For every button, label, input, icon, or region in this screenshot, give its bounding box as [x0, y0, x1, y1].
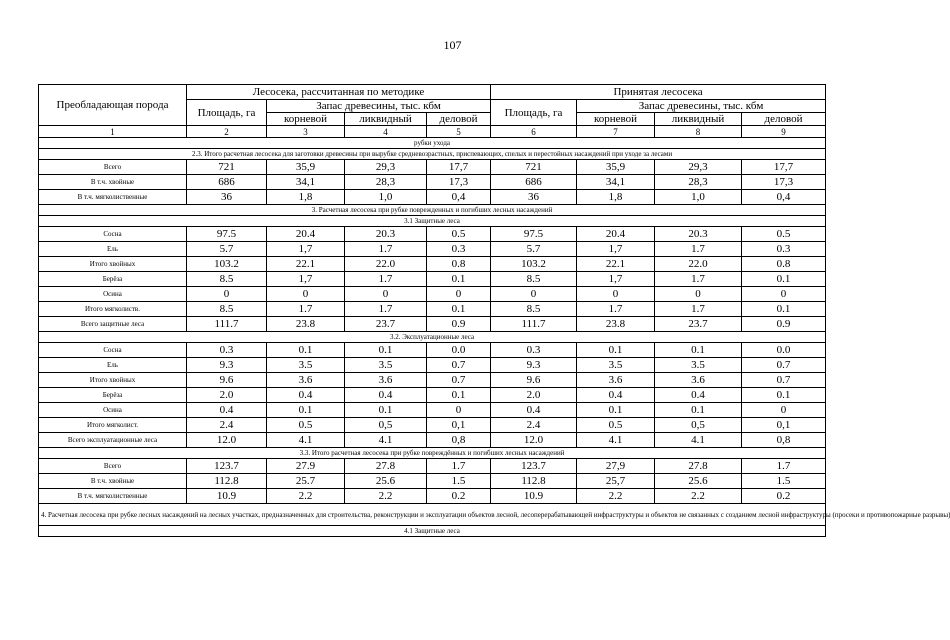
value-cell: 3.6	[655, 373, 742, 388]
business-header-accepted: деловой	[742, 113, 826, 126]
value-cell: 97.5	[491, 227, 577, 242]
table-row	[39, 160, 826, 175]
value-cell: 0.4	[577, 388, 655, 403]
value-cell: 2.2	[655, 489, 742, 504]
page-number: 107	[443, 38, 462, 52]
value-cell: 111.7	[187, 317, 267, 332]
value-cell: 3.5	[345, 358, 427, 373]
root-header-method: корневой	[267, 113, 345, 126]
value-cell: 0.1	[742, 388, 826, 403]
value-cell: 0.1	[427, 388, 491, 403]
value-cell: 8.5	[491, 302, 577, 317]
table-row	[39, 418, 826, 433]
section-title: 3.3. Итого расчетная лесосека при рубке повреждённых и погибших лесных насаждений	[39, 448, 826, 459]
section-header-row	[39, 526, 826, 537]
value-cell: 0,4	[742, 190, 826, 205]
value-cell: 0.1	[267, 343, 345, 358]
value-cell: 2.2	[345, 489, 427, 504]
value-cell: 0.9	[742, 317, 826, 332]
value-cell: 3.5	[267, 358, 345, 373]
value-cell: 0	[345, 287, 427, 302]
column-number: 5	[427, 126, 491, 138]
value-cell: 0.1	[345, 343, 427, 358]
value-cell: 1.7	[742, 459, 826, 474]
column-number: 6	[491, 126, 577, 138]
value-cell: 0.0	[742, 343, 826, 358]
value-cell: 0,1	[427, 418, 491, 433]
column-number: 8	[655, 126, 742, 138]
row-label: Итого мягколиств.	[39, 302, 187, 317]
value-cell: 36	[187, 190, 267, 205]
value-cell: 1,7	[577, 242, 655, 257]
value-cell: 0.3	[491, 343, 577, 358]
volume-header-method: Запас древесины, тыс. кбм	[267, 100, 491, 113]
value-cell: 2.2	[577, 489, 655, 504]
value-cell: 4.1	[577, 433, 655, 448]
value-cell: 1,8	[267, 190, 345, 205]
value-cell: 1,0	[655, 190, 742, 205]
value-cell: 0.1	[742, 272, 826, 287]
value-cell: 1.7	[345, 272, 427, 287]
value-cell: 20.3	[345, 227, 427, 242]
value-cell: 0.1	[427, 272, 491, 287]
value-cell: 0.5	[427, 227, 491, 242]
value-cell: 35,9	[577, 160, 655, 175]
value-cell: 0.4	[187, 403, 267, 418]
column-number: 9	[742, 126, 826, 138]
value-cell: 9.3	[491, 358, 577, 373]
value-cell: 9.3	[187, 358, 267, 373]
column-number: 3	[267, 126, 345, 138]
value-cell: 3.6	[577, 373, 655, 388]
row-label: Осина	[39, 403, 187, 418]
value-cell: 5.7	[491, 242, 577, 257]
value-cell: 1.7	[655, 302, 742, 317]
table-row	[39, 433, 826, 448]
row-label: В т.ч. хвойные	[39, 175, 187, 190]
section-title: 3.2. Эксплуатационные леса	[39, 332, 826, 343]
row-label: Сосна	[39, 227, 187, 242]
value-cell: 0.9	[427, 317, 491, 332]
table-row	[39, 358, 826, 373]
value-cell: 8.5	[187, 302, 267, 317]
section-title: 3.1 Защитные леса	[39, 216, 826, 227]
value-cell: 3.6	[345, 373, 427, 388]
value-cell: 103.2	[491, 257, 577, 272]
row-label: В т.ч. хвойные	[39, 474, 187, 489]
table-row	[39, 373, 826, 388]
value-cell: 0.7	[742, 358, 826, 373]
area-header-accepted: Площадь, га	[491, 100, 577, 126]
value-cell: 20.3	[655, 227, 742, 242]
value-cell: 25.7	[267, 474, 345, 489]
row-label: Ель	[39, 358, 187, 373]
value-cell: 0.1	[267, 403, 345, 418]
value-cell: 20.4	[267, 227, 345, 242]
value-cell: 2.0	[491, 388, 577, 403]
accepted-group-header: Принятая лесосека	[491, 85, 826, 100]
column-number: 4	[345, 126, 427, 138]
root-header-accepted: корневой	[577, 113, 655, 126]
value-cell: 0	[267, 287, 345, 302]
value-cell: 27.9	[267, 459, 345, 474]
row-label: Всего	[39, 459, 187, 474]
section-header-row	[39, 216, 826, 227]
table-row	[39, 175, 826, 190]
table-row	[39, 287, 826, 302]
value-cell: 4.1	[267, 433, 345, 448]
row-label: Итого хвойных	[39, 373, 187, 388]
value-cell: 1,7	[267, 272, 345, 287]
table-row	[39, 403, 826, 418]
value-cell: 123.7	[491, 459, 577, 474]
section-header-row	[39, 205, 826, 216]
value-cell: 25.6	[345, 474, 427, 489]
value-cell: 1.7	[267, 302, 345, 317]
column-number: 7	[577, 126, 655, 138]
value-cell: 0.4	[655, 388, 742, 403]
value-cell: 0.1	[345, 403, 427, 418]
row-label: В т.ч. мягколиственные	[39, 190, 187, 205]
value-cell: 112.8	[491, 474, 577, 489]
value-cell: 3.6	[267, 373, 345, 388]
method-group-header: Лесосека, рассчитанная по методике	[187, 85, 491, 100]
value-cell: 17,7	[742, 160, 826, 175]
value-cell: 1.7	[577, 302, 655, 317]
value-cell: 0.8	[427, 257, 491, 272]
value-cell: 1.7	[427, 459, 491, 474]
value-cell: 25,7	[577, 474, 655, 489]
value-cell: 1.7	[345, 242, 427, 257]
value-cell: 0,8	[427, 433, 491, 448]
value-cell: 0,1	[742, 418, 826, 433]
value-cell: 111.7	[491, 317, 577, 332]
value-cell: 35,9	[267, 160, 345, 175]
value-cell: 0.7	[427, 373, 491, 388]
value-cell: 123.7	[187, 459, 267, 474]
value-cell: 34,1	[577, 175, 655, 190]
row-label: Всего защитные леса	[39, 317, 187, 332]
value-cell: 1.5	[427, 474, 491, 489]
value-cell: 2.2	[267, 489, 345, 504]
value-cell: 36	[491, 190, 577, 205]
section-title: 4. Расчетная лесосека при рубке лесных насаждений на лесных участках, предназначенных для строительства, реконструкции и эксплуатации объектов лесной, лесоперерабатывающей инфраструктуры и объектов не связанных с созданием лесной инфраструктуры (просеки и противопожарные разрывы)	[39, 504, 826, 526]
section-header-row	[39, 332, 826, 343]
value-cell: 4.1	[345, 433, 427, 448]
table-row	[39, 190, 826, 205]
value-cell: 10.9	[491, 489, 577, 504]
value-cell: 0.1	[577, 403, 655, 418]
value-cell: 2.0	[187, 388, 267, 403]
value-cell: 23.7	[655, 317, 742, 332]
table-row	[39, 317, 826, 332]
column-number-row	[39, 126, 826, 138]
table-row	[39, 257, 826, 272]
value-cell: 0.1	[577, 343, 655, 358]
area-header-method: Площадь, га	[187, 100, 267, 126]
value-cell: 686	[491, 175, 577, 190]
value-cell: 0.7	[742, 373, 826, 388]
value-cell: 28,3	[345, 175, 427, 190]
value-cell: 22.1	[577, 257, 655, 272]
table-row	[39, 388, 826, 403]
row-label: Итого хвойных	[39, 257, 187, 272]
value-cell: 17,3	[742, 175, 826, 190]
value-cell: 0.4	[267, 388, 345, 403]
business-header-method: деловой	[427, 113, 491, 126]
value-cell: 97.5	[187, 227, 267, 242]
value-cell: 0.1	[655, 403, 742, 418]
category-row	[39, 138, 826, 149]
value-cell: 0.4	[345, 388, 427, 403]
value-cell: 0	[577, 287, 655, 302]
value-cell: 112.8	[187, 474, 267, 489]
section-header-row	[39, 448, 826, 459]
table-row	[39, 459, 826, 474]
value-cell: 0	[742, 403, 826, 418]
value-cell: 2.4	[187, 418, 267, 433]
value-cell: 34,1	[267, 175, 345, 190]
value-cell: 1.7	[655, 242, 742, 257]
row-label: В т.ч. мягколиственные	[39, 489, 187, 504]
value-cell: 4.1	[655, 433, 742, 448]
value-cell: 103.2	[187, 257, 267, 272]
row-label: Осина	[39, 287, 187, 302]
value-cell: 20.4	[577, 227, 655, 242]
value-cell: 0.5	[267, 418, 345, 433]
value-cell: 3.5	[655, 358, 742, 373]
value-cell: 29,3	[345, 160, 427, 175]
value-cell: 0.3	[187, 343, 267, 358]
value-cell: 1,8	[577, 190, 655, 205]
forest-cutting-table	[38, 84, 950, 537]
liquid-header-accepted: ликвидный	[655, 113, 742, 126]
section-header-row	[39, 504, 826, 526]
value-cell: 23.8	[267, 317, 345, 332]
value-cell: 686	[187, 175, 267, 190]
value-cell: 1.5	[742, 474, 826, 489]
value-cell: 12.0	[491, 433, 577, 448]
value-cell: 8.5	[491, 272, 577, 287]
section-title: 3. Расчетная лесосека при рубке поврежденных и погибших лесных насаждений	[39, 205, 826, 216]
row-label: Сосна	[39, 343, 187, 358]
value-cell: 5.7	[187, 242, 267, 257]
value-cell: 0.5	[577, 418, 655, 433]
value-cell: 3.5	[577, 358, 655, 373]
value-cell: 22.1	[267, 257, 345, 272]
value-cell: 25.6	[655, 474, 742, 489]
value-cell: 721	[491, 160, 577, 175]
row-label: Итого мягколист.	[39, 418, 187, 433]
value-cell: 2.4	[491, 418, 577, 433]
value-cell: 0.3	[427, 242, 491, 257]
value-cell: 1.7	[345, 302, 427, 317]
section-header-row	[39, 149, 826, 160]
value-cell: 17,7	[427, 160, 491, 175]
value-cell: 721	[187, 160, 267, 175]
value-cell: 0	[187, 287, 267, 302]
table-row	[39, 343, 826, 358]
column-number: 1	[39, 126, 187, 138]
value-cell: 9.6	[187, 373, 267, 388]
table-row	[39, 272, 826, 287]
liquid-header-method: ликвидный	[345, 113, 427, 126]
value-cell: 1,7	[267, 242, 345, 257]
row-label: Всего эксплуатационные леса	[39, 433, 187, 448]
volume-header-accepted: Запас древесины, тыс. кбм	[577, 100, 826, 113]
value-cell: 29,3	[655, 160, 742, 175]
row-label: Берёза	[39, 388, 187, 403]
value-cell: 0.4	[491, 403, 577, 418]
category-label: рубки ухода	[39, 138, 826, 149]
value-cell: 0.3	[742, 242, 826, 257]
value-cell: 22.0	[345, 257, 427, 272]
value-cell: 9.6	[491, 373, 577, 388]
value-cell: 0,4	[427, 190, 491, 205]
column-number: 2	[187, 126, 267, 138]
value-cell: 0	[427, 403, 491, 418]
value-cell: 0.1	[427, 302, 491, 317]
value-cell: 12.0	[187, 433, 267, 448]
value-cell: 0.0	[427, 343, 491, 358]
species-header: Преобладающая порода	[39, 85, 187, 126]
value-cell: 1.7	[655, 272, 742, 287]
value-cell: 0.5	[742, 227, 826, 242]
row-label: Всего	[39, 160, 187, 175]
value-cell: 0.1	[655, 343, 742, 358]
value-cell: 1,0	[345, 190, 427, 205]
value-cell: 0	[427, 287, 491, 302]
header-row-1	[39, 85, 826, 100]
value-cell: 23.7	[345, 317, 427, 332]
value-cell: 0,5	[655, 418, 742, 433]
value-cell: 27.8	[655, 459, 742, 474]
value-cell: 8.5	[187, 272, 267, 287]
value-cell: 0,8	[742, 433, 826, 448]
value-cell: 0.2	[427, 489, 491, 504]
value-cell: 27.8	[345, 459, 427, 474]
row-label: Берёза	[39, 272, 187, 287]
value-cell: 22.0	[655, 257, 742, 272]
table-row	[39, 227, 826, 242]
table-row	[39, 474, 826, 489]
value-cell: 0.2	[742, 489, 826, 504]
row-label: Ель	[39, 242, 187, 257]
value-cell: 10.9	[187, 489, 267, 504]
value-cell: 27,9	[577, 459, 655, 474]
section-title: 2.3. Итого расчетная лесосека для заготовки древесины при вырубке средневозрастных, приспевающих, спелых и перестойных насаждений при уходе за лесами	[39, 149, 826, 160]
value-cell: 1,7	[577, 272, 655, 287]
value-cell: 0	[491, 287, 577, 302]
value-cell: 0.8	[742, 257, 826, 272]
value-cell: 23.8	[577, 317, 655, 332]
value-cell: 28,3	[655, 175, 742, 190]
table-row	[39, 242, 826, 257]
value-cell: 0,5	[345, 418, 427, 433]
value-cell: 17,3	[427, 175, 491, 190]
value-cell: 0.7	[427, 358, 491, 373]
value-cell: 0	[742, 287, 826, 302]
value-cell: 0	[655, 287, 742, 302]
table-row	[39, 302, 826, 317]
section-title: 4.1 Защитные леса	[39, 526, 826, 537]
value-cell: 0.1	[742, 302, 826, 317]
table-row	[39, 489, 826, 504]
